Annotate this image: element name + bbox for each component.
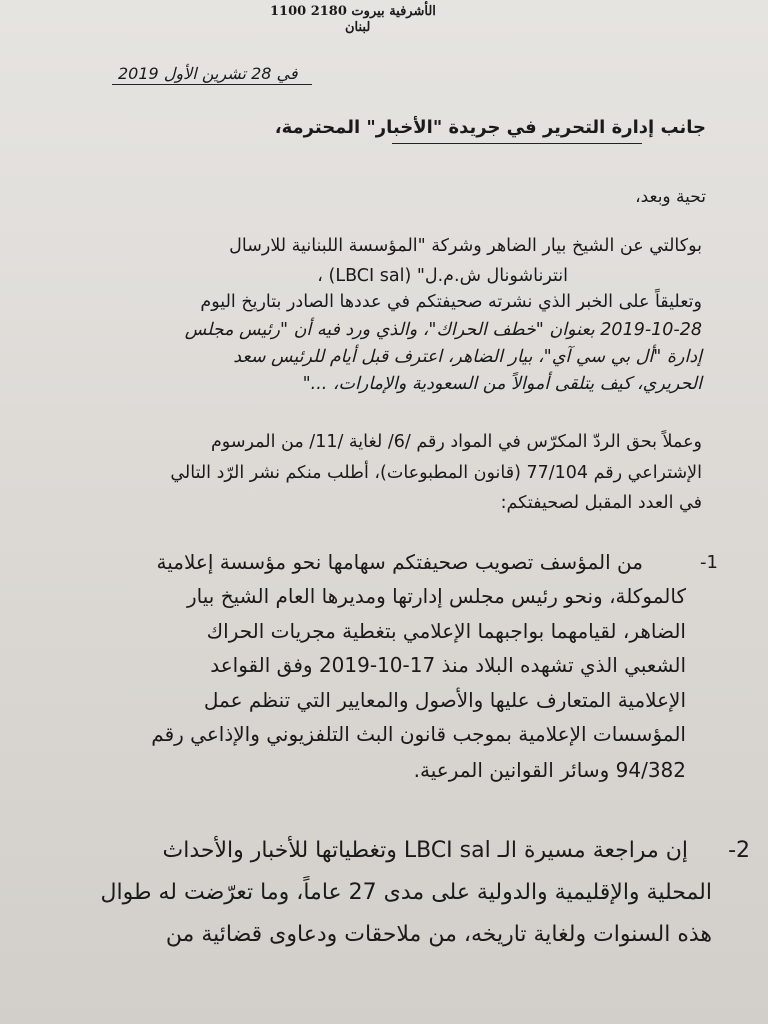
item-line: كالموكلة، ونحو رئيس مجلس إدارتها ومديرها العام الشيخ بيار bbox=[187, 584, 686, 608]
addressee: جانب إدارة التحرير في جريدة "الأخبار" المحترمة، bbox=[274, 117, 706, 138]
letterhead-address: الأشرفية بيروت 2180 1100 bbox=[270, 4, 436, 19]
intro-line: إدارة "أل بي سي آي"، بيار الضاهر، اعترف قبل أيام للرئيس سعد bbox=[233, 347, 702, 367]
item-line: إن مراجعة مسيرة الـ LBCI sal وتغطياتها للأخبار والأحداث bbox=[162, 838, 688, 863]
letterhead-city: لبنان bbox=[345, 20, 371, 35]
item-line: الضاهر، لقيامهما بواجبهما الإعلامي بتغطية مجريات الحراك bbox=[206, 619, 686, 643]
item-line: المؤسسات الإعلامية بموجب قانون البث التلفزيوني والإذاعي رقم bbox=[151, 722, 686, 746]
greeting: تحية وبعد، bbox=[635, 187, 706, 207]
request-line: وعملاً بحق الردّ المكرّس في المواد رقم /6/ لغاية /11/ من المرسوم bbox=[210, 432, 702, 452]
item-number: -2 bbox=[728, 838, 750, 863]
intro-line: بوكالتي عن الشيخ بيار الضاهر وشركة "المؤسسة اللبنانية للارسال bbox=[229, 236, 702, 256]
request-line: في العدد المقبل لصحيفتكم: bbox=[500, 493, 702, 513]
item-line: المحلية والإقليمية والدولية على مدى 27 عاماً، وما تعرّضت له طوال bbox=[100, 880, 712, 905]
intro-line: الحريري، كيف يتلقى أموالاً من السعودية والإمارات، ..." bbox=[302, 374, 702, 394]
letter-date: في 28 تشرين الأول 2019 bbox=[118, 64, 298, 83]
intro-line: انترناشونال ش.م.ل" (LBCI sal) ، bbox=[317, 266, 568, 286]
item-line: 94/382 وسائر القوانين المرعية. bbox=[413, 758, 686, 782]
date-underline bbox=[112, 84, 312, 85]
addressee-underline bbox=[392, 143, 642, 144]
intro-line: 2019-10-28 بعنوان "خطف الحراك"، والذي ورد فيه أن "رئيس مجلس bbox=[184, 320, 702, 340]
item-line: من المؤسف تصويب صحيفتكم سهامها نحو مؤسسة إعلامية bbox=[156, 550, 643, 574]
request-line: الإشتراعي رقم 77/104 (قانون المطبوعات)، أطلب منكم نشر الرّد التالي bbox=[170, 463, 702, 483]
item-line: الشعبي الذي تشهده البلاد منذ 17-10-2019 وفق القواعد bbox=[210, 653, 686, 677]
intro-line: وتعليقاً على الخبر الذي نشرته صحيفتكم في عددها الصادر بتاريخ اليوم bbox=[200, 292, 702, 312]
item-number: -1 bbox=[700, 552, 718, 573]
item-line: الإعلامية المتعارف عليها والأصول والمعايير التي تنظم عمل bbox=[203, 688, 686, 712]
item-line: هذه السنوات ولغاية تاريخه، من ملاحقات ودعاوى قضائية من bbox=[165, 922, 712, 947]
